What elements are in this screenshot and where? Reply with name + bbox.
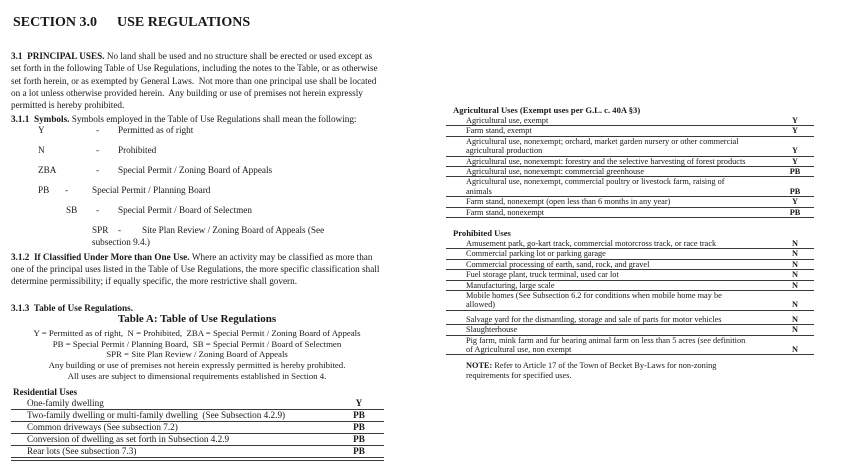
use-cell	[446, 157, 776, 166]
use-cell	[446, 197, 776, 206]
symbol-description: Special Permit / Zoning Board of Appeals	[118, 165, 273, 175]
use-table-row	[446, 137, 814, 157]
use-table-row	[446, 315, 814, 325]
prohibited-uses-header: Prohibited Uses	[453, 228, 511, 238]
use-text: Conversion of dwelling as set forth in Subsection 4.2.9	[27, 434, 230, 444]
use-text: Pig farm, mink farm and fur bearing animal farm on less than 5 acres (see definition	[466, 335, 746, 345]
use-cell	[446, 336, 776, 355]
note-block	[466, 361, 796, 380]
value-cell: PB	[353, 410, 365, 420]
symbol-dash: -	[96, 145, 100, 155]
use-table-row	[446, 260, 814, 270]
paragraph-3-1-2-label: 3.1.2 If Classified Under More than One Use.	[11, 252, 190, 263]
value-cell: PB	[353, 434, 365, 444]
symbols-list	[11, 124, 395, 256]
use-cell	[446, 315, 776, 324]
table-a-title: Table A: Table of Use Regulations	[117, 313, 277, 325]
note-line-1	[466, 361, 796, 371]
value-cell: PB	[789, 167, 801, 177]
symbol-code: ZBA	[38, 165, 57, 175]
use-cell	[446, 239, 776, 248]
paragraph-3-1	[11, 50, 383, 111]
paragraph-3-1-1-label: 3.1.1 Symbols.	[11, 114, 70, 125]
value-cell: N	[792, 314, 798, 324]
symbol-description: Special Permit / Board of Selectmen	[118, 205, 252, 215]
use-text: Fuel storage plant, truck terminal, used car lot	[466, 270, 619, 280]
symbol-row	[11, 184, 395, 196]
symbol-dash: -	[96, 165, 100, 175]
use-table-row	[446, 239, 814, 249]
use-text: Manufacturing, large scale	[466, 280, 555, 290]
use-text: Farm stand, exempt	[466, 126, 532, 136]
use-table-row	[446, 270, 814, 280]
use-table-row	[446, 336, 814, 356]
symbol-code: SB	[66, 205, 78, 215]
use-table-row	[11, 398, 384, 410]
use-text: Salvage yard for the dismantling, storage and sale of parts for motor vehicles	[466, 314, 722, 324]
paragraph-3-1-2-text: Where an activity may be classified as more than one of the principal uses listed in the Table of Use Regulations, the more specific classification shall determine permissibility; if equally specific, the more restrictive shall govern.	[11, 252, 380, 286]
symbol-code: N	[38, 145, 45, 155]
use-table-row	[11, 446, 384, 458]
use-cell	[11, 422, 334, 433]
use-cell	[11, 434, 334, 445]
agricultural-uses-section	[446, 105, 814, 218]
agricultural-uses-header: Agricultural Uses (Exempt uses per G.L. c. 40A §3)	[453, 105, 641, 115]
use-text: Farm stand, nonexempt	[466, 207, 545, 217]
use-table-row	[446, 208, 814, 218]
symbol-row	[11, 224, 360, 248]
right-column	[446, 0, 814, 475]
section-heading	[13, 15, 250, 31]
value-cell: N	[792, 239, 798, 248]
legend-line: All uses are subject to dimensional requirements established in Section 4.	[67, 370, 327, 381]
symbol-row	[11, 124, 395, 136]
value-cell: Y	[792, 156, 798, 166]
symbol-code: SPR	[92, 225, 109, 235]
paragraph-3-1-1-text: Symbols employed in the Table of Use Regulations shall mean the following:	[69, 114, 357, 125]
use-table-row	[446, 197, 814, 207]
value-cell: Y	[792, 197, 798, 207]
use-cell	[11, 410, 334, 421]
value-cell: PB	[789, 186, 801, 196]
use-table-row	[446, 157, 814, 167]
symbol-row	[11, 204, 395, 216]
use-table-row	[11, 422, 384, 434]
use-cell	[446, 167, 776, 176]
residential-uses-header: Residential Uses	[13, 387, 78, 397]
table-a-legend	[11, 328, 383, 382]
note-label: NOTE:	[466, 361, 493, 370]
use-table-row	[446, 281, 814, 291]
use-text: Agricultural use, nonexempt: commercial greenhouse	[466, 167, 645, 177]
use-cell	[446, 249, 776, 258]
use-cell	[446, 260, 776, 269]
residential-uses-section	[11, 386, 384, 461]
use-text: Agricultural use, nonexempt; orchard, market garden nursery or other commercial	[466, 136, 739, 146]
value-cell: Y	[355, 398, 363, 408]
paragraph-3-1-3: 3.1.3 Table of Use Regulations.	[11, 303, 134, 314]
section-title: USE REGULATIONS	[117, 15, 251, 30]
use-cell	[446, 116, 776, 125]
paragraph-3-1-text: No land shall be used and no structure shall be erected or used except as set forth in the following Table of Use Regulations, including the notes to the Table, or as otherwise set forth herein, or as exempted by General Laws. Not more than one principal use shall be located on a lot unless otherwise provided herein. Any building or use of premises not herein expressly permitted is hereby prohibited.	[11, 51, 378, 110]
use-cell	[446, 208, 776, 217]
value-cell: PB	[353, 446, 365, 456]
use-cell	[446, 137, 776, 156]
symbol-description: Site Plan Review / Zoning Board of Appeals (See subsection 9.4.)	[92, 225, 325, 247]
value-cell: N	[792, 280, 798, 290]
legend-line: SPR = Site Plan Review / Zoning Board of Appeals	[106, 349, 288, 360]
use-cell	[446, 291, 776, 310]
symbol-code: PB	[38, 185, 50, 195]
use-text: Agricultural use, nonexempt, commercial poultry or livestock farm, raising of	[466, 177, 725, 187]
use-text: Common driveways (See subsection 7.2)	[27, 422, 178, 432]
value-cell: PB	[789, 207, 801, 217]
value-cell: N	[792, 259, 798, 269]
use-cell	[11, 398, 334, 409]
value-cell: N	[792, 345, 798, 355]
symbol-code: Y	[38, 125, 45, 135]
use-text-line2: allowed)	[466, 300, 496, 310]
use-text: Rear lots (See subsection 7.3)	[27, 446, 137, 456]
prohibited-uses-section	[446, 228, 814, 355]
use-table-row	[446, 291, 814, 311]
use-table-row	[446, 177, 814, 197]
symbol-description: Permitted as of right	[118, 125, 194, 135]
use-text-line2: of Agricultural use, non exempt	[466, 345, 572, 355]
value-cell: N	[792, 325, 798, 335]
use-table-row	[446, 116, 814, 126]
section-number: SECTION 3.0	[13, 15, 98, 30]
symbol-row	[11, 144, 395, 156]
use-text: One-family dwelling	[27, 398, 104, 408]
note-line-2: requirements for specified uses.	[466, 370, 572, 380]
prohibited-uses-table	[446, 239, 814, 355]
use-cell	[446, 325, 776, 334]
legend-line: PB = Special Permit / Planning Board, SB = Special Permit / Board of Selectmen	[52, 338, 342, 349]
value-cell: PB	[353, 422, 365, 432]
use-text: Commercial parking lot or parking garage	[466, 249, 606, 259]
use-cell	[11, 446, 334, 457]
value-cell: N	[792, 249, 798, 259]
use-text-line2: animals	[466, 186, 492, 196]
value-cell: Y	[792, 116, 798, 125]
use-text-line2: agricultural production	[466, 146, 543, 156]
use-text: Slaughterhouse	[466, 325, 518, 335]
residential-uses-table	[11, 398, 384, 461]
use-text: Agricultural use, nonexempt: forestry and the selective harvesting of forest products	[466, 156, 746, 166]
use-cell	[446, 270, 776, 279]
use-table-row	[446, 249, 814, 259]
use-text: Amusement park, go-kart track, commercial motorcross track, or race track	[466, 239, 717, 248]
note-text: Refer to Article 17 of the Town of Becket By-Laws for non-zoning	[494, 361, 717, 370]
use-table-row	[11, 410, 384, 422]
use-text: Commercial processing of earth, sand, rock, and gravel	[466, 259, 650, 269]
left-column	[11, 0, 395, 475]
use-table-row	[446, 325, 814, 335]
paragraph-3-1-2	[11, 252, 383, 287]
use-text: Mobile homes (See Subsection 6.2 for conditions when mobile home may be	[466, 291, 722, 301]
symbol-description: Special Permit / Planning Board	[92, 185, 211, 195]
value-cell: N	[792, 300, 798, 310]
symbol-row	[11, 164, 395, 176]
value-cell: Y	[792, 126, 798, 136]
use-text: Agricultural use, exempt	[466, 116, 549, 125]
agricultural-uses-table	[446, 116, 814, 218]
symbol-description: Prohibited	[118, 145, 157, 155]
use-text: Two-family dwelling or multi-family dwelling (See Subsection 4.2.9)	[27, 410, 286, 420]
symbol-dash: -	[65, 185, 69, 195]
use-cell	[446, 126, 776, 135]
use-cell	[446, 281, 776, 290]
paragraph-3-1-label: 3.1 PRINCIPAL USES.	[11, 51, 105, 62]
value-cell: Y	[792, 146, 798, 156]
symbol-dash: -	[96, 205, 100, 215]
symbol-dash: -	[118, 225, 122, 235]
symbol-dash: -	[96, 125, 100, 135]
table-a-header-block	[11, 313, 383, 382]
use-table-row	[11, 434, 384, 446]
use-table-row	[446, 126, 814, 136]
value-cell: N	[792, 270, 798, 280]
use-cell	[446, 177, 776, 196]
use-table-row	[446, 167, 814, 177]
legend-line: Y = Permitted as of right, N = Prohibited, ZBA = Special Permit / Zoning Board of Appeals	[33, 328, 361, 338]
use-text: Farm stand, nonexempt (open less than 6 months in any year)	[466, 197, 671, 207]
legend-line: Any building or use of premises not herein expressly permitted is hereby prohibited.	[48, 360, 346, 371]
